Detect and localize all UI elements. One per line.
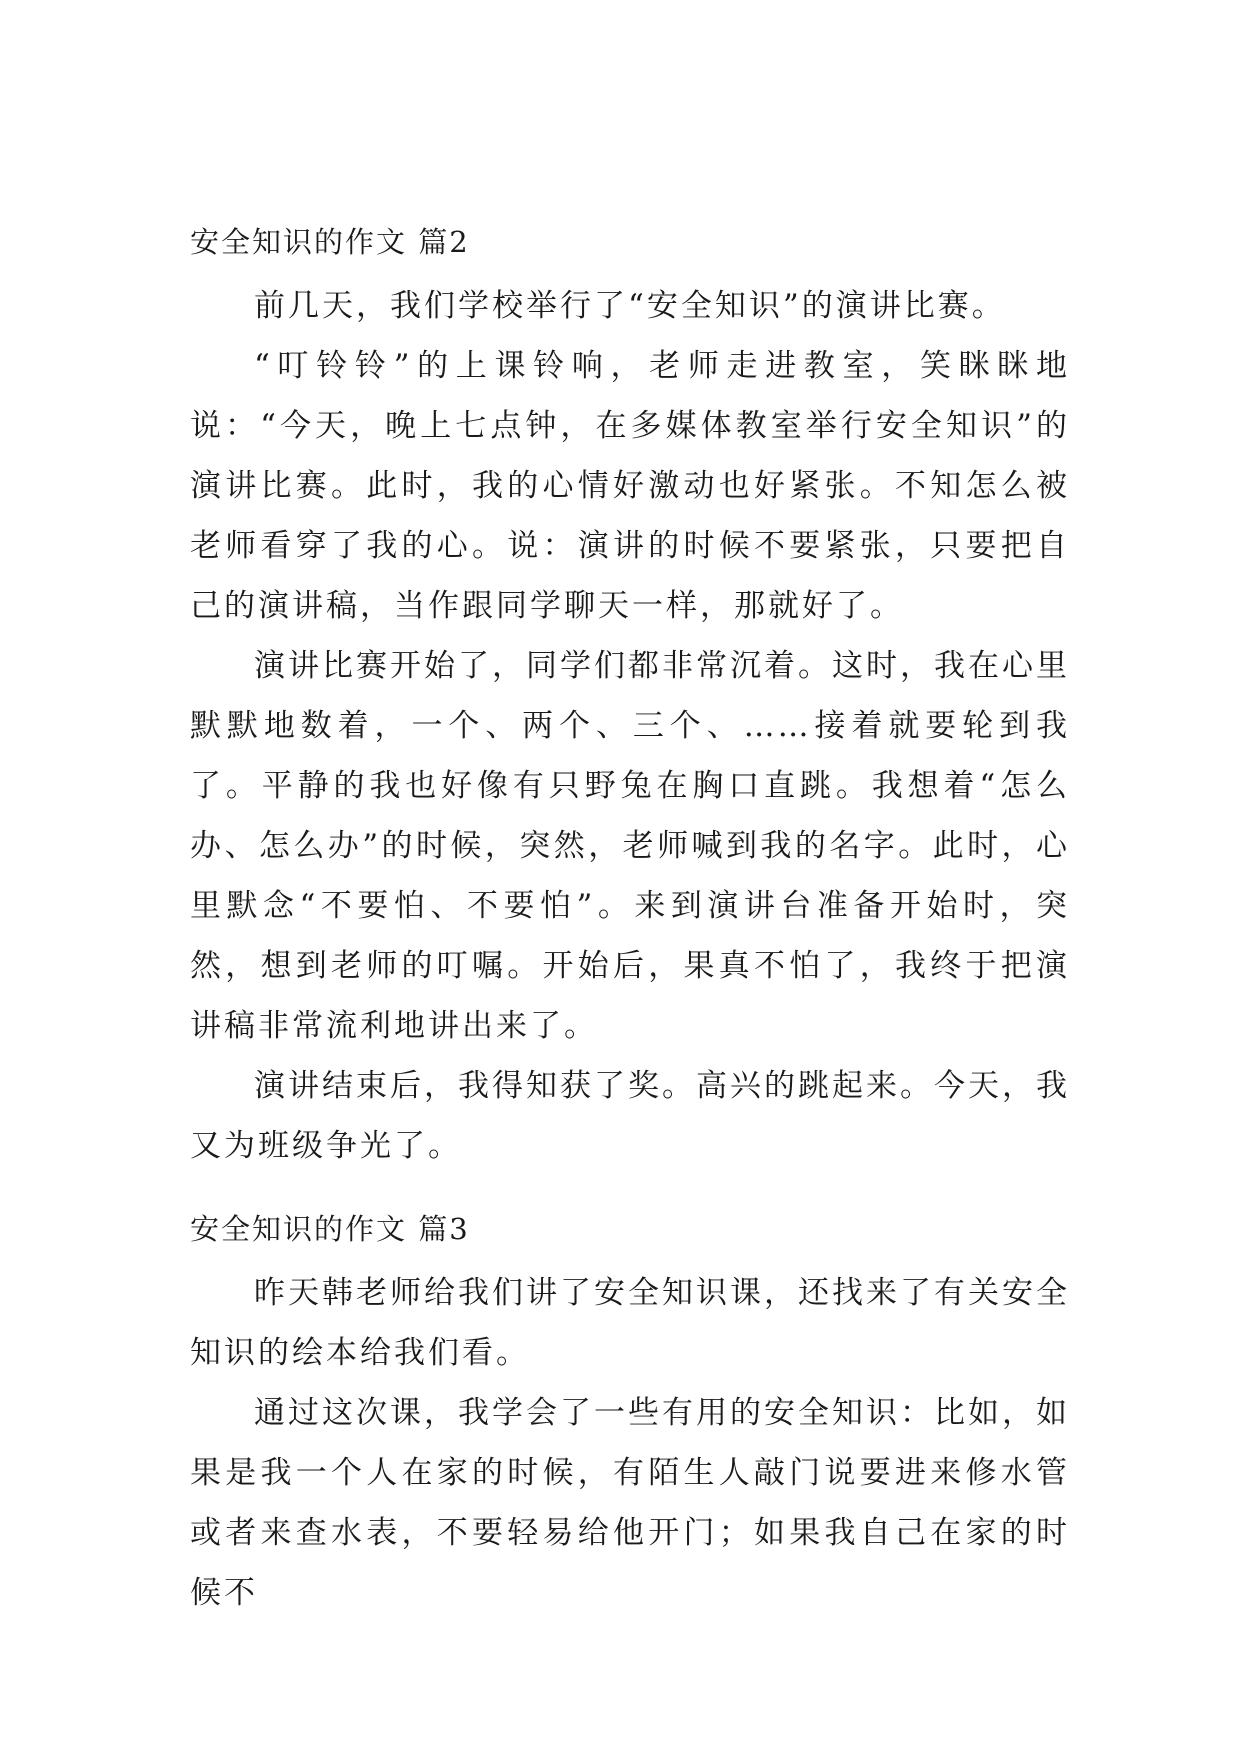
section-body: [190, 276, 1070, 1176]
paragraph: 演讲结束后，我得知获了奖。高兴的跳起来。今天，我又为班级争光了。: [190, 1068, 1070, 1164]
section-title: 安全知识的作文 篇2: [190, 225, 470, 259]
paragraph: 演讲比赛开始了，同学们都非常沉着。这时，我在心里默默地数着，一个、两个、三个、……接着就要轮到我了。平静的我也好像有只野兔在胸口直跳。我想着“怎么办、怎么办”的时候，突然，老师喊到我的名字。此时，心里默念“不要怕、不要怕”。来到演讲台准备开始时，突然，想到老师的叮嘱。开始后，果真不怕了，我终于把演讲稿非常流利地讲出来了。: [190, 648, 1070, 1044]
paragraph: “叮铃铃”的上课铃响，老师走进教室，笑眯眯地说：“今天，晚上七点钟，在多媒体教室举行安全知识”的演讲比赛。此时，我的心情好激动也好紧张。不知怎么被老师看穿了我的心。说：演讲的时候不要紧张，只要把自己的演讲稿，当作跟同学聊天一样，那就好了。: [190, 348, 1070, 624]
paragraph: 前几天，我们学校举行了“安全知识”的演讲比赛。: [254, 288, 1006, 324]
paragraph: 通过这次课，我学会了一些有用的安全知识：比如，如果是我一个人在家的时候，有陌生人敲门说要进来修水管或者来查水表，不要轻易给他开门；如果我自己在家的时候不: [190, 1395, 1070, 1611]
section-title: 安全知识的作文 篇3: [190, 1212, 470, 1246]
section-body: [190, 1263, 1070, 1623]
essay-section-2: [190, 222, 1070, 1176]
essay-section-3: [190, 1209, 1070, 1623]
paragraph: 昨天韩老师给我们讲了安全知识课，还找来了有关安全知识的绘本给我们看。: [190, 1275, 1070, 1371]
